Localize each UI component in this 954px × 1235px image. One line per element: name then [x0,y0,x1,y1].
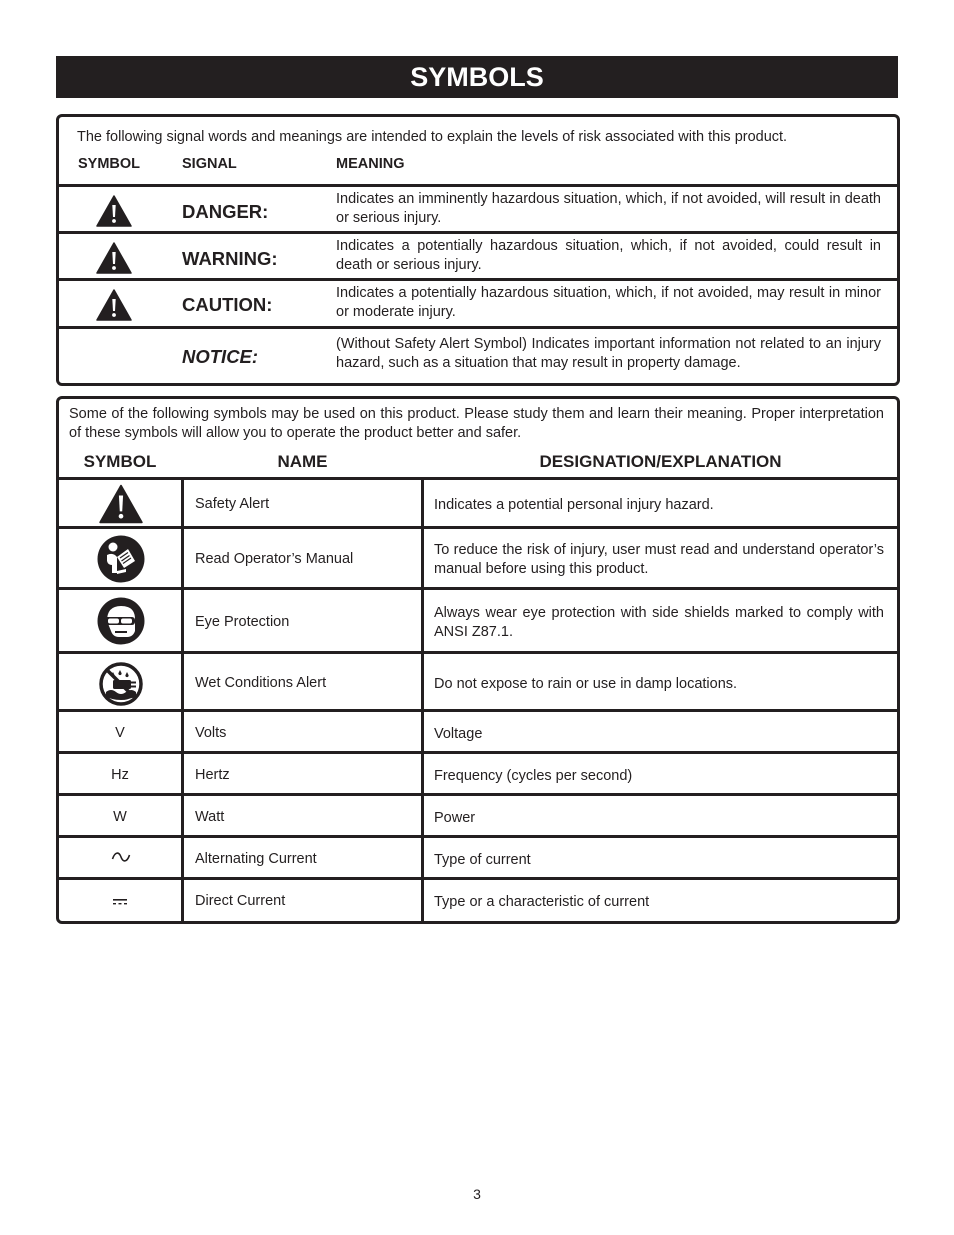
signal-meaning: Indicates a potentially hazardous situation, which, if not avoided, may result in minor or moderate injury. [336,285,881,320]
divider [59,184,897,187]
divider [59,751,897,754]
symbol-name: Direct Current [195,893,286,909]
divider [59,877,897,880]
signal-words-table [56,114,900,386]
column-header-designation: DESIGNATION/EXPLANATION [539,452,782,471]
divider [59,835,897,838]
divider [59,477,897,480]
direct-current-icon [113,899,127,905]
symbol-text: W [113,809,127,825]
symbol-designation: Frequency (cycles per second) [434,768,633,784]
symbol-name: Read Operator’s Manual [195,551,354,567]
safety-alert-triangle-icon [96,242,132,274]
safety-alert-triangle-icon [96,289,132,321]
symbol-text: V [115,725,125,741]
wet-conditions-icon [99,662,143,706]
symbol-designation: Power [434,810,476,826]
alternating-current-icon [111,851,131,863]
divider [59,231,897,234]
symbol-designation: Voltage [434,726,483,742]
symbol-name: Wet Conditions Alert [195,675,327,691]
page-title: SYMBOLS [56,56,898,98]
divider [59,793,897,796]
divider [59,326,897,329]
symbol-designation: Type of current [434,852,531,868]
product-symbols-table [56,396,900,924]
eye-protection-icon [97,597,145,645]
read-manual-icon [97,535,145,583]
safety-alert-triangle-icon [99,484,143,524]
column-header-symbol: SYMBOL [78,156,141,172]
symbol-designation: To reduce the risk of injury, user must read and understand operator’s manual before using this product. [434,542,884,577]
signal-word: DANGER: [182,201,269,222]
symbol-designation: Always wear eye protection with side shields marked to comply with ANSI Z87.1. [434,605,884,640]
column-divider [181,477,184,921]
column-header-symbol: SYMBOL [83,452,157,471]
signal-meaning: Indicates an imminently hazardous situation, which, if not avoided, will result in death or serious injury. [336,191,881,226]
signal-word: WARNING: [182,248,278,269]
symbol-designation: Indicates a potential personal injury hazard. [434,497,714,513]
column-header-meaning: MEANING [336,156,405,172]
divider [59,587,897,590]
signal-word: NOTICE: [182,346,259,367]
symbol-name: Volts [195,725,227,741]
divider [59,526,897,529]
symbol-name: Watt [195,809,225,825]
divider [59,651,897,654]
symbol-text: Hz [111,767,129,783]
column-header-name: NAME [277,452,328,471]
symbol-name: Hertz [195,767,230,783]
symbol-designation: Type or a characteristic of current [434,894,650,910]
signal-meaning: (Without Safety Alert Symbol) Indicates important information not related to an injury hazard, such as a situation that may result in property damage. [336,336,881,371]
column-header-signal: SIGNAL [182,156,237,172]
safety-alert-triangle-icon [96,195,132,227]
column-divider [421,477,424,921]
signal-word: CAUTION: [182,294,273,315]
divider [59,709,897,712]
symbol-name: Alternating Current [195,851,317,867]
signal-meaning: Indicates a potentially hazardous situation, which, if not avoided, could result in death or serious injury. [336,238,881,273]
symbols-intro-text: Some of the following symbols may be used on this product. Please study them and learn their meaning. Proper interpretation of these symbols will allow you to operate the product better and safer. [69,406,884,441]
symbol-name: Eye Protection [195,614,290,630]
symbol-designation: Do not expose to rain or use in damp locations. [434,676,738,692]
divider [59,278,897,281]
symbol-name: Safety Alert [195,496,270,512]
page-number: 3 [473,1186,481,1202]
signal-intro-text: The following signal words and meanings are intended to explain the levels of risk associated with this product. [77,129,788,145]
